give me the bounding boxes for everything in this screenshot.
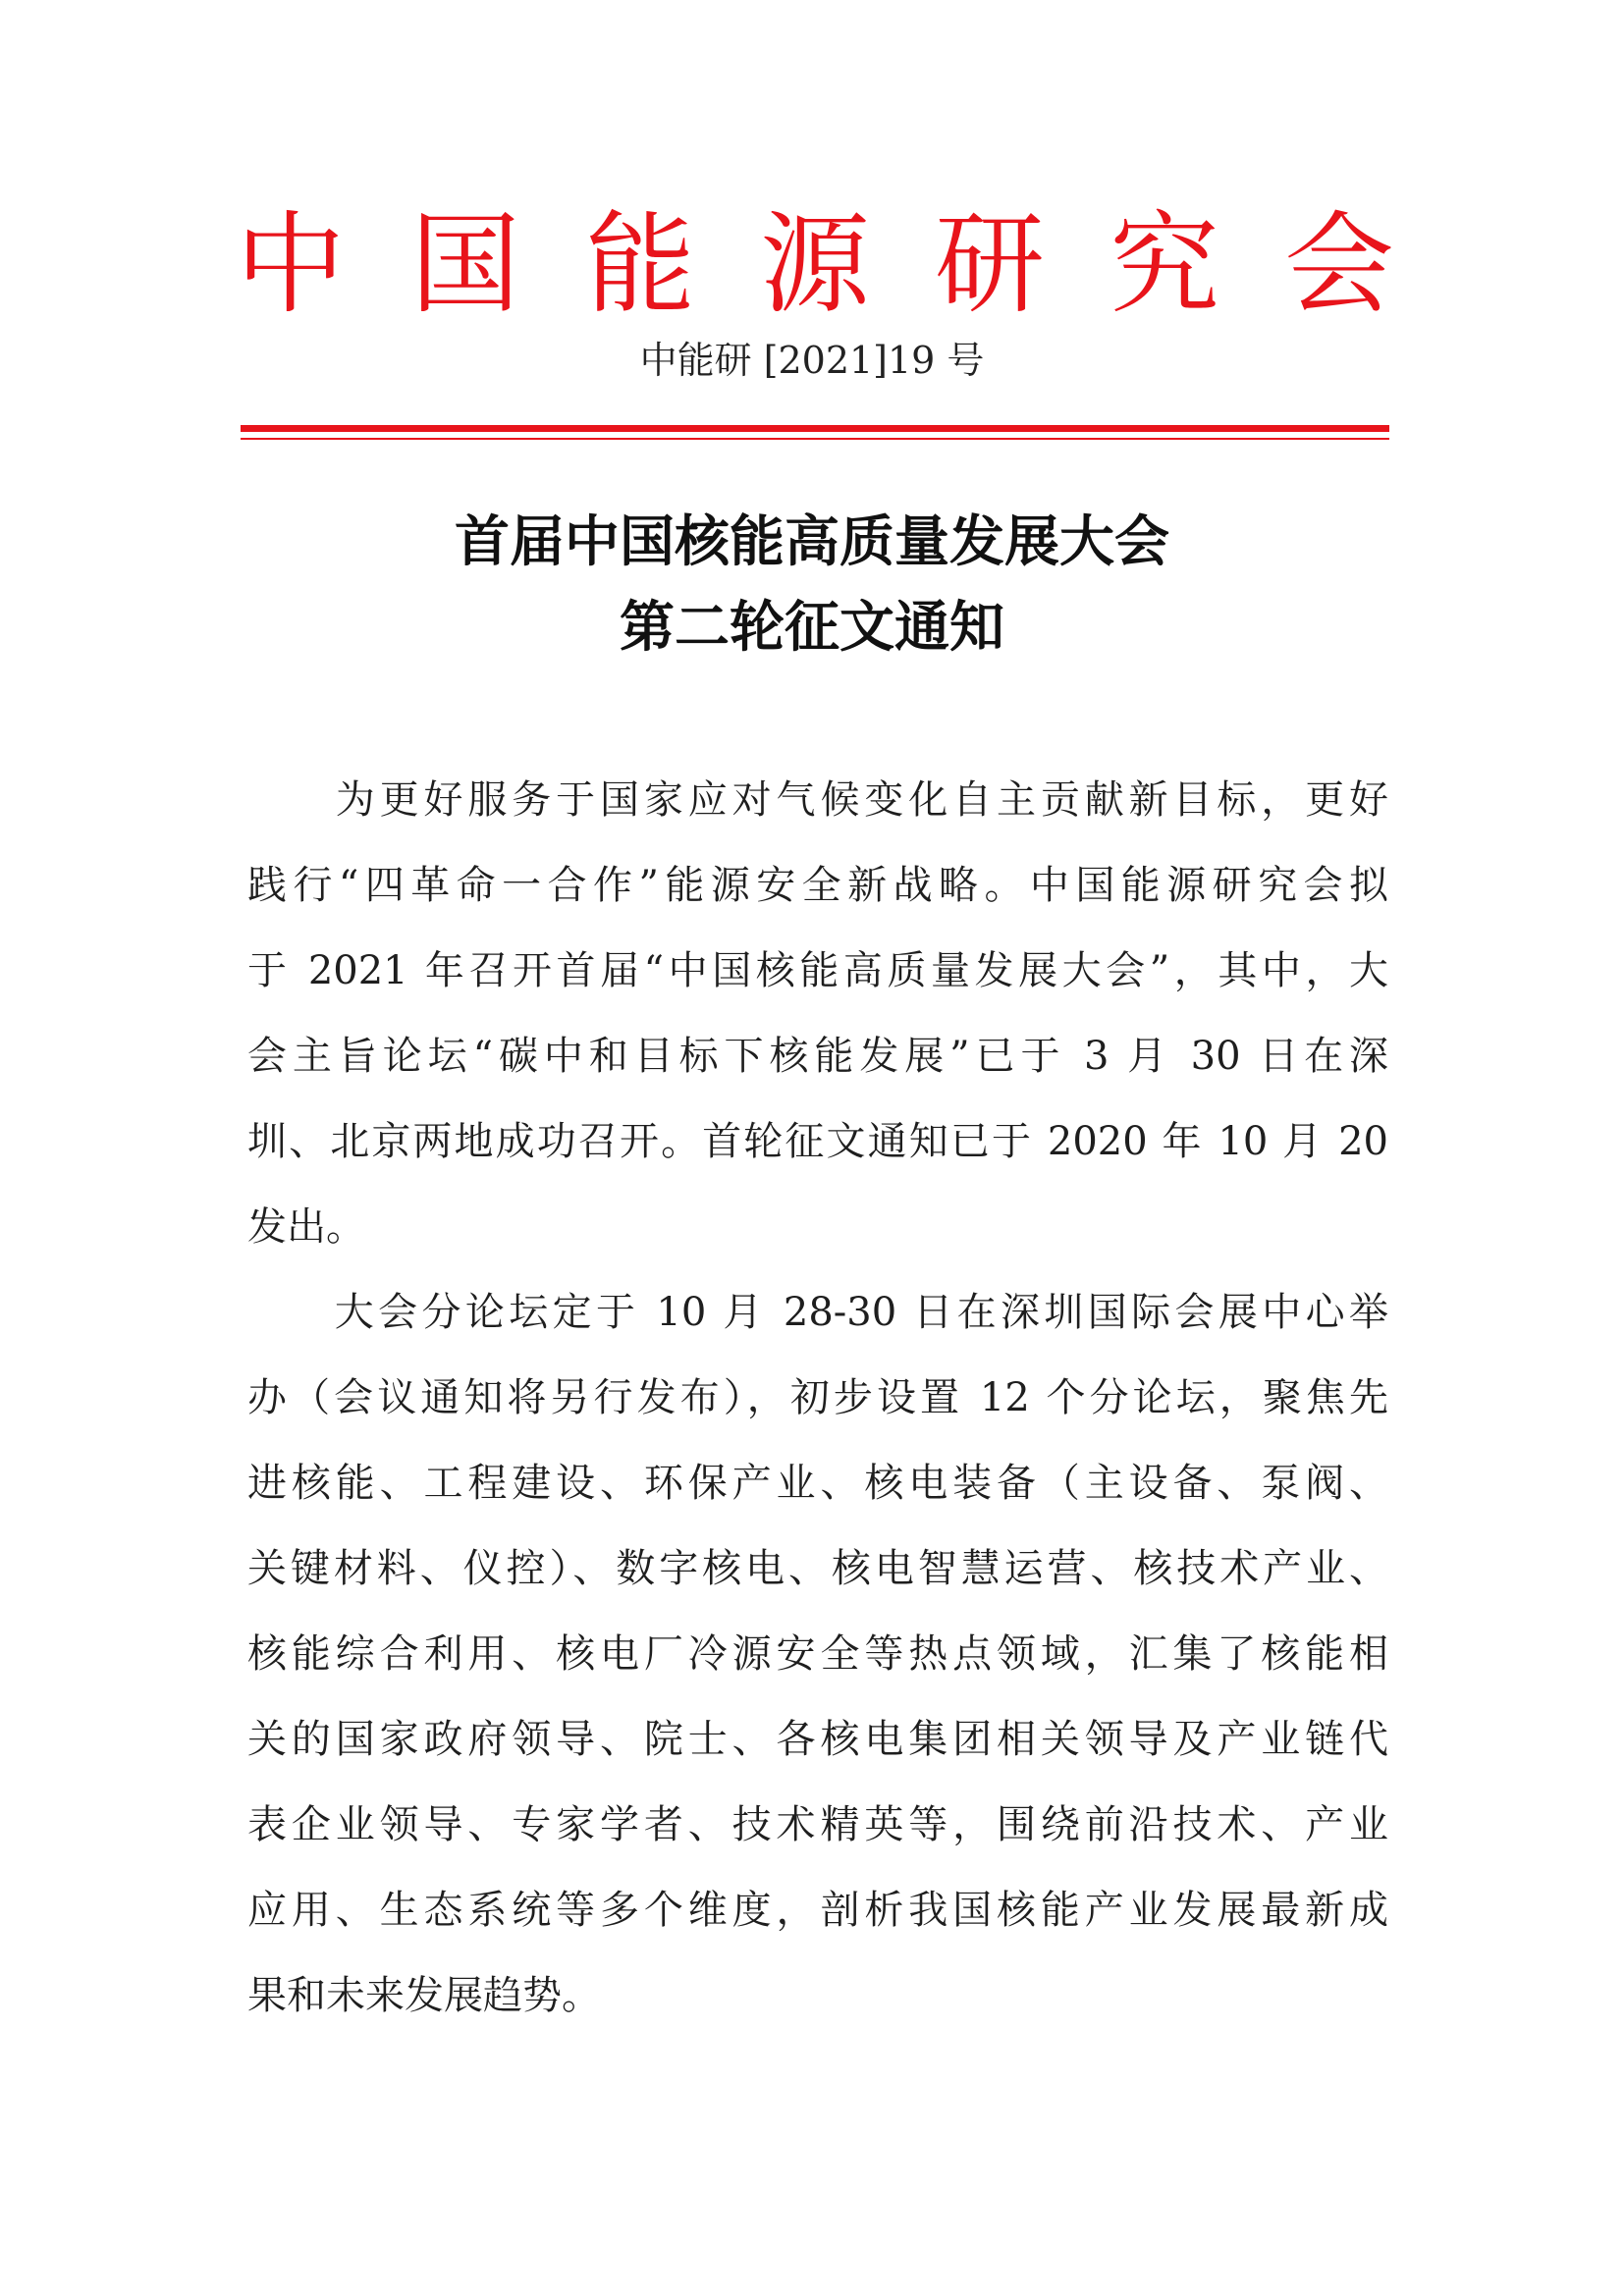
paragraph-line: 圳、北京两地成功召开。首轮征文通知已于 2020 年 10 月 20: [247, 1119, 1388, 1164]
paragraph-line: 进核能、工程建设、环保产业、核电装备（主设备、泵阀、: [247, 1461, 1388, 1506]
header-divider-thick: [241, 425, 1389, 432]
paragraph-1: [247, 758, 1388, 1270]
org-char: 能: [585, 201, 695, 329]
header-divider-thin: [241, 438, 1389, 440]
document-number: 中能研 [2021]19 号: [639, 339, 985, 382]
org-char: 源: [760, 201, 870, 329]
org-char: 研: [935, 201, 1045, 329]
document-title-line-2: 第二轮征文通知: [620, 596, 1004, 660]
paragraph-line: 为更好服务于国家应对气候变化自主贡献新目标，更好: [247, 777, 1388, 823]
paragraph-line: 会主旨论坛“碳中和目标下核能发展”已于 3 月 30 日在深: [247, 1034, 1388, 1079]
organization-name-header: [236, 191, 1394, 339]
paragraph-line: 核能综合利用、核电厂冷源安全等热点领域，汇集了核能相: [247, 1631, 1388, 1677]
org-char: 国: [410, 201, 520, 329]
paragraph-line: 大会分论坛定于 10 月 28-30 日在深圳国际会展中心举: [247, 1290, 1388, 1335]
paragraph-line: 办（会议通知将另行发布），初步设置 12 个分论坛，聚焦先: [247, 1375, 1388, 1420]
paragraph-line: 于 2021 年召开首届“中国核能高质量发展大会”，其中，大: [247, 948, 1388, 993]
paragraph-line: 表企业领导、专家学者、技术精英等，围绕前沿技术、产业: [247, 1802, 1388, 1847]
org-char: 中: [236, 201, 346, 329]
paragraph-2: [247, 1270, 1388, 2039]
paragraph-line: 果和未来发展趋势。: [247, 1973, 601, 2018]
paragraph-line: 关的国家政府领导、院士、各核电集团相关领导及产业链代: [247, 1717, 1388, 1762]
paragraph-line: 发出。: [247, 1204, 365, 1250]
org-char: 究: [1110, 201, 1219, 329]
paragraph-line: 应用、生态系统等多个维度，剖析我国核能产业发展最新成: [247, 1888, 1388, 1933]
org-char: 会: [1284, 201, 1394, 329]
paragraph-line: 关键材料、仪控）、数字核电、核电智慧运营、核技术产业、: [247, 1546, 1388, 1591]
paragraph-line: 践行“四革命一合作”能源安全新战略。中国能源研究会拟: [247, 863, 1388, 908]
document-title-line-1: 首届中国核能高质量发展大会: [455, 510, 1169, 574]
